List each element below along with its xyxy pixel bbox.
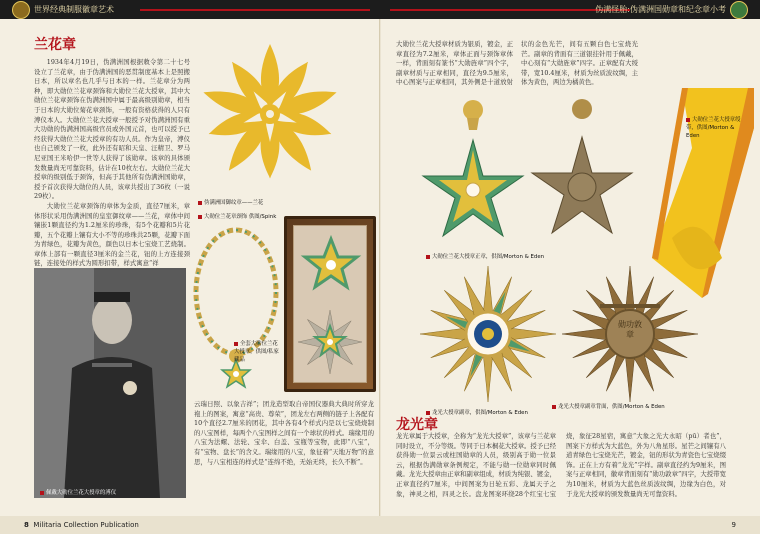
footer-publication: Militaria Collection Publication: [33, 521, 139, 529]
right-emblem-icon: [730, 1, 748, 19]
lanhua-title: 兰花章: [34, 37, 76, 53]
dragon-star-front-image: [418, 264, 558, 404]
lanhua-paragraph-1: 1934年4月19日，伪满洲国根据敕令第二十七号设立了兰花章，由于伪满洲国的恶贯制度基本上是照搬日本，所以章名也几乎与日本的一样。兰花章分为两种，即大勋位兰花章颈饰和大勋位兰花大授章，其中大勋位兰花章颈饰在伪满洲国中属于最高级别勋章，相当于日本的大勋位菊花章颈饰，一般有资格获得的人只有溥仪本人。大勋位兰花大授章一般授予对伪满洲国有重大功勋的伪满洲国高级官员或外国元首，也可以授予已经获得大勋位兰花大授章的有功人员。作为皇帝，溥仪也自己颁发了一枚，此外还有昭和天皇、汪精卫、罗马尼亚国王米哈伊一世等人获得了该勋章。该章的具体颁发数量尚无可靠资料，估计在10枚左右。大勋位兰花大授章的级别低于颈饰，但高于其他所有伪满洲国勋章，授予首次获得大勋位的人员，该章共授出了36枚（一说29枚）。: [34, 58, 190, 201]
left-page-number: 8: [24, 521, 29, 529]
orchid-badge-reverse-image: [530, 92, 634, 242]
case-badge-icon: [303, 237, 359, 293]
dragon-reverse-caption: 龙光大授章副章背面，供图/Morton & Eden: [552, 402, 665, 410]
left-emblem-icon: [12, 1, 30, 19]
collar-necklace-image: [188, 222, 284, 392]
orchid-badge-caption: 大勋位兰花大授章正章，供图/Morton & Eden: [426, 252, 544, 260]
orchid-badge-front-image: [418, 92, 528, 248]
longguang-body: 龙光章属于大授章，全称为“龙光大授章”，该章与兰花章同时设立，不分等级。等同于日本桐花大授章。授予已经获得勋一位景云或柱国勋章的人员，级别高于勋一位景云，根据伪满勋章条例规定，不能与勋一位勋章同时佩戴。龙光大授章由正章和副章组成，材质为纯银、镀金，正章直径约7厘米，中间图案为日轮五彩、龙属天子之象，神灵之相，四灵之长。盘龙图案环绕28个红宝七宝烧，象征28星宿，寓意“大象之光大永昭（pū）者也”，图案下方样式为大蓝色，外为八角星形。星芒之间镶有八道青绿色七宝烧光芒，镀金，钮的形状为青瓷色七宝烧缀饰。正在上方有着“龙光”字样。副章直径约为9厘米，图案与正章相同，徽章背面刻有“勋功敦章”四字，大授带宽为10厘米，材质为大蓝色丝质波纹绸，边缘为白色，对于龙光大授章的颁发数量尚无可靠资料。: [396, 432, 726, 498]
longguang-title: 龙光章: [396, 417, 438, 433]
lanhua-body: [34, 58, 190, 268]
lanhua-paragraph-2: 大勋位兰花章颈饰的章体为金质，直径7厘米，章体形状采用伪满洲国的皇室御纹章——兰花，章体中间镶嵌1颗直径约为1.2厘米的珍珠，有5个花瓣和5片花瓣，五个花瓣上镶有大小不等的珍珠共25颗，花瓣下面为青绿色，花瓣为黄色，颜色以日本七宝烧工艺烧制。章体上部有一颗直径3厘米的金兰花，钮的上方连接颈链，连接处的样式为圆形扣带，样式寓意“祥: [34, 201, 190, 268]
collar-detail-caption: 全套大勋位兰花大授章，供图/私家藏品: [234, 340, 282, 364]
header-right-title: 伪满怪胎:伪满洲国勋章和纪念章小考: [595, 5, 726, 14]
page-header: [0, 0, 760, 19]
right-top-text: 大勋位兰花大授章材质为银质，镀金，正章直径为7.2厘米，章体正面与颈饰章体一样，背面刻有篆书“大勋旌章”四个字，副章材质与正章相同，直径为9.5厘米，中心图案与正章相同，其外侧是十道放射状的金色光芒，间有五颗白色七宝烧光芒。副章的背面有三道银挂针用于佩戴，中心刻有“大勋旌章”四字。正章配有大绶带，宽10.4厘米，材质为丝质波纹绸，主体为黄色，两边为橘黄色。: [396, 40, 638, 87]
puyi-caption: 佩戴大勋位兰花大授章的溥仪: [40, 488, 116, 496]
dragon-star-caption: 龙光大授章副章，供图/Morton & Eden: [426, 408, 528, 416]
collar-caption: 大勋位兰花章颈饰 供图/Spink: [198, 212, 276, 220]
lanhua-continuation: 云瑞日照、以象吉祥”；团龙造型取自帝国仪器典大典时所穿龙袍上的图案，寓意“高贵、尊荣”，团龙左右两侧的链子上各配有10个直径2.7厘米的团花，其中各有4个样式内是以七宝烧烧制的八宝图样，每两个八宝图样之间有一个球状的样式。瑞缘用的八宝为法螺、法轮、宝伞、白盖、宝瓶等宝物，此即“八宝”，有“宝物、盘长”的含义。瑞缘用的八宝，象征着“天地万物”的意思，与八宝相连的样式是“连绵不绝，无始无终，长久不断”。: [194, 400, 374, 466]
page-footer: [0, 516, 760, 534]
sash-caption: 大勋位兰花大授章绶带，供图/Morton & Eden: [686, 116, 746, 140]
case-star-icon: [297, 309, 363, 375]
header-right-stripe: [390, 9, 630, 11]
header-left-title: 世界经典制服徽章艺术: [34, 5, 114, 14]
right-page-number: 9: [731, 521, 736, 529]
reverse-inscription: 勋功敦章: [618, 320, 642, 339]
page-gutter: [379, 19, 381, 516]
footer-left: [24, 521, 139, 529]
orchid-crest-emblem: [196, 40, 344, 188]
crest-caption: 伪满洲国御纹章——兰花: [198, 198, 263, 206]
presentation-case-image: [284, 216, 376, 392]
puyi-photo: [34, 268, 186, 498]
header-left-stripe: [140, 9, 370, 11]
